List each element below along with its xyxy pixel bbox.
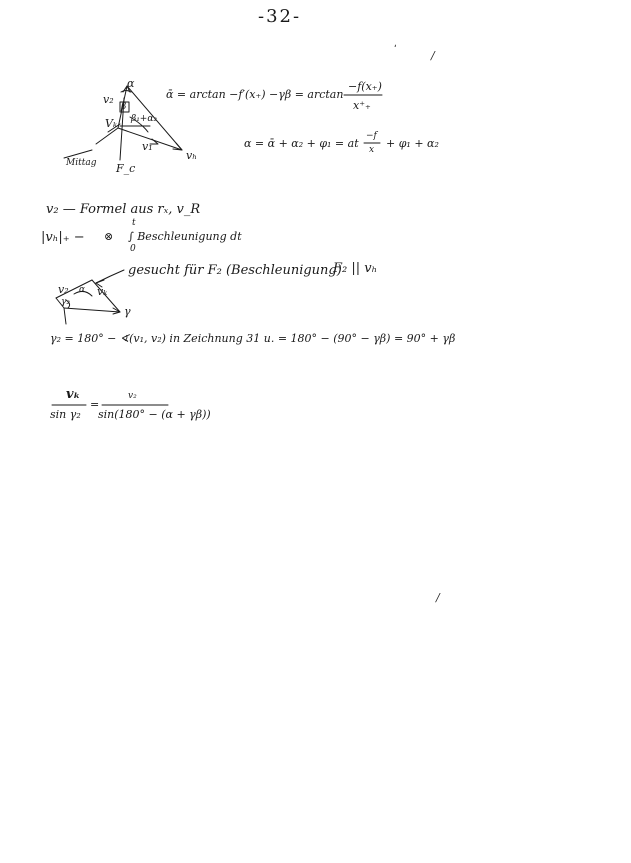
diagram2-v2-label: v₂ [58, 283, 69, 296]
sine-law-rhs-denominator: sin(180° − (α + γβ)) [98, 408, 211, 421]
v2-formula-note: v₂ — Formel aus rₓ, v_R [46, 202, 201, 217]
alpha-bar-formula: ᾱ = arctan −f′(x₊) −γβ = arctan [166, 88, 344, 101]
margin-mark: / [431, 49, 435, 62]
alpha-fraction-numerator: −f [366, 131, 377, 141]
alpha-fraction-denominator: x [369, 145, 375, 155]
diagram1-vh-label: vₕ [186, 149, 197, 162]
diagram2-gamma: γ₂ [61, 297, 70, 307]
margin-mark: ˌ [394, 39, 397, 49]
diagram1-fc-label: F_c [116, 162, 136, 175]
gesucht-note: gesucht für F₂ (Beschleunigung) [128, 263, 342, 278]
alpha-bar-fraction-denominator: x⁺₊ [353, 99, 371, 112]
integral-lower-limit: 0 [130, 244, 136, 254]
alpha-bar-fraction-numerator: −f(x₊) [348, 80, 382, 93]
diagram1-mittag-label: Mittag [66, 158, 97, 168]
sine-law-lhs-denominator: sin γ₂ [50, 408, 81, 421]
diagram1-angle-combo: β₁+α₂ [131, 114, 158, 124]
diagram1-vk-label: Vₖ [105, 117, 117, 130]
scribble-mark: ⊗ [104, 230, 114, 243]
diagram1-alpha: α [127, 77, 135, 90]
integral-note: ∫ Beschleunigung dt [128, 230, 242, 243]
f2-parallel-vh: F₂ || vₕ [333, 261, 378, 276]
margin-mark: / [436, 591, 440, 604]
diagram1-beta-box: β [121, 102, 127, 112]
diagram2-vk-label: vₖ [97, 285, 108, 298]
diagram2-end-label: γ [124, 305, 131, 318]
vh-magnitude-note: |vₕ|₊ − [41, 230, 85, 245]
sine-law-rhs-numerator: v₂ [128, 391, 137, 401]
integral-upper-limit: t [132, 218, 136, 228]
diagram1-v1-label: v₁ [142, 140, 153, 153]
gamma-equation: γ₂ = 180° − ∢(v₁, v₂) in Zeichnung 31 u. = 180° − (90° − γβ) = 90° + γβ [50, 332, 456, 345]
sine-law-lhs-numerator: vₖ [66, 387, 81, 402]
diagram1-v2-label: v₂ [103, 93, 114, 106]
page-number: -32- [258, 6, 302, 27]
alpha-formula-rest: + φ₁ + α₂ [386, 137, 439, 150]
sine-law-equals: = [90, 398, 100, 411]
alpha-formula: α = ᾱ + α₂ + φ₁ = at [244, 137, 359, 150]
diagram2-alpha: α [79, 285, 86, 295]
